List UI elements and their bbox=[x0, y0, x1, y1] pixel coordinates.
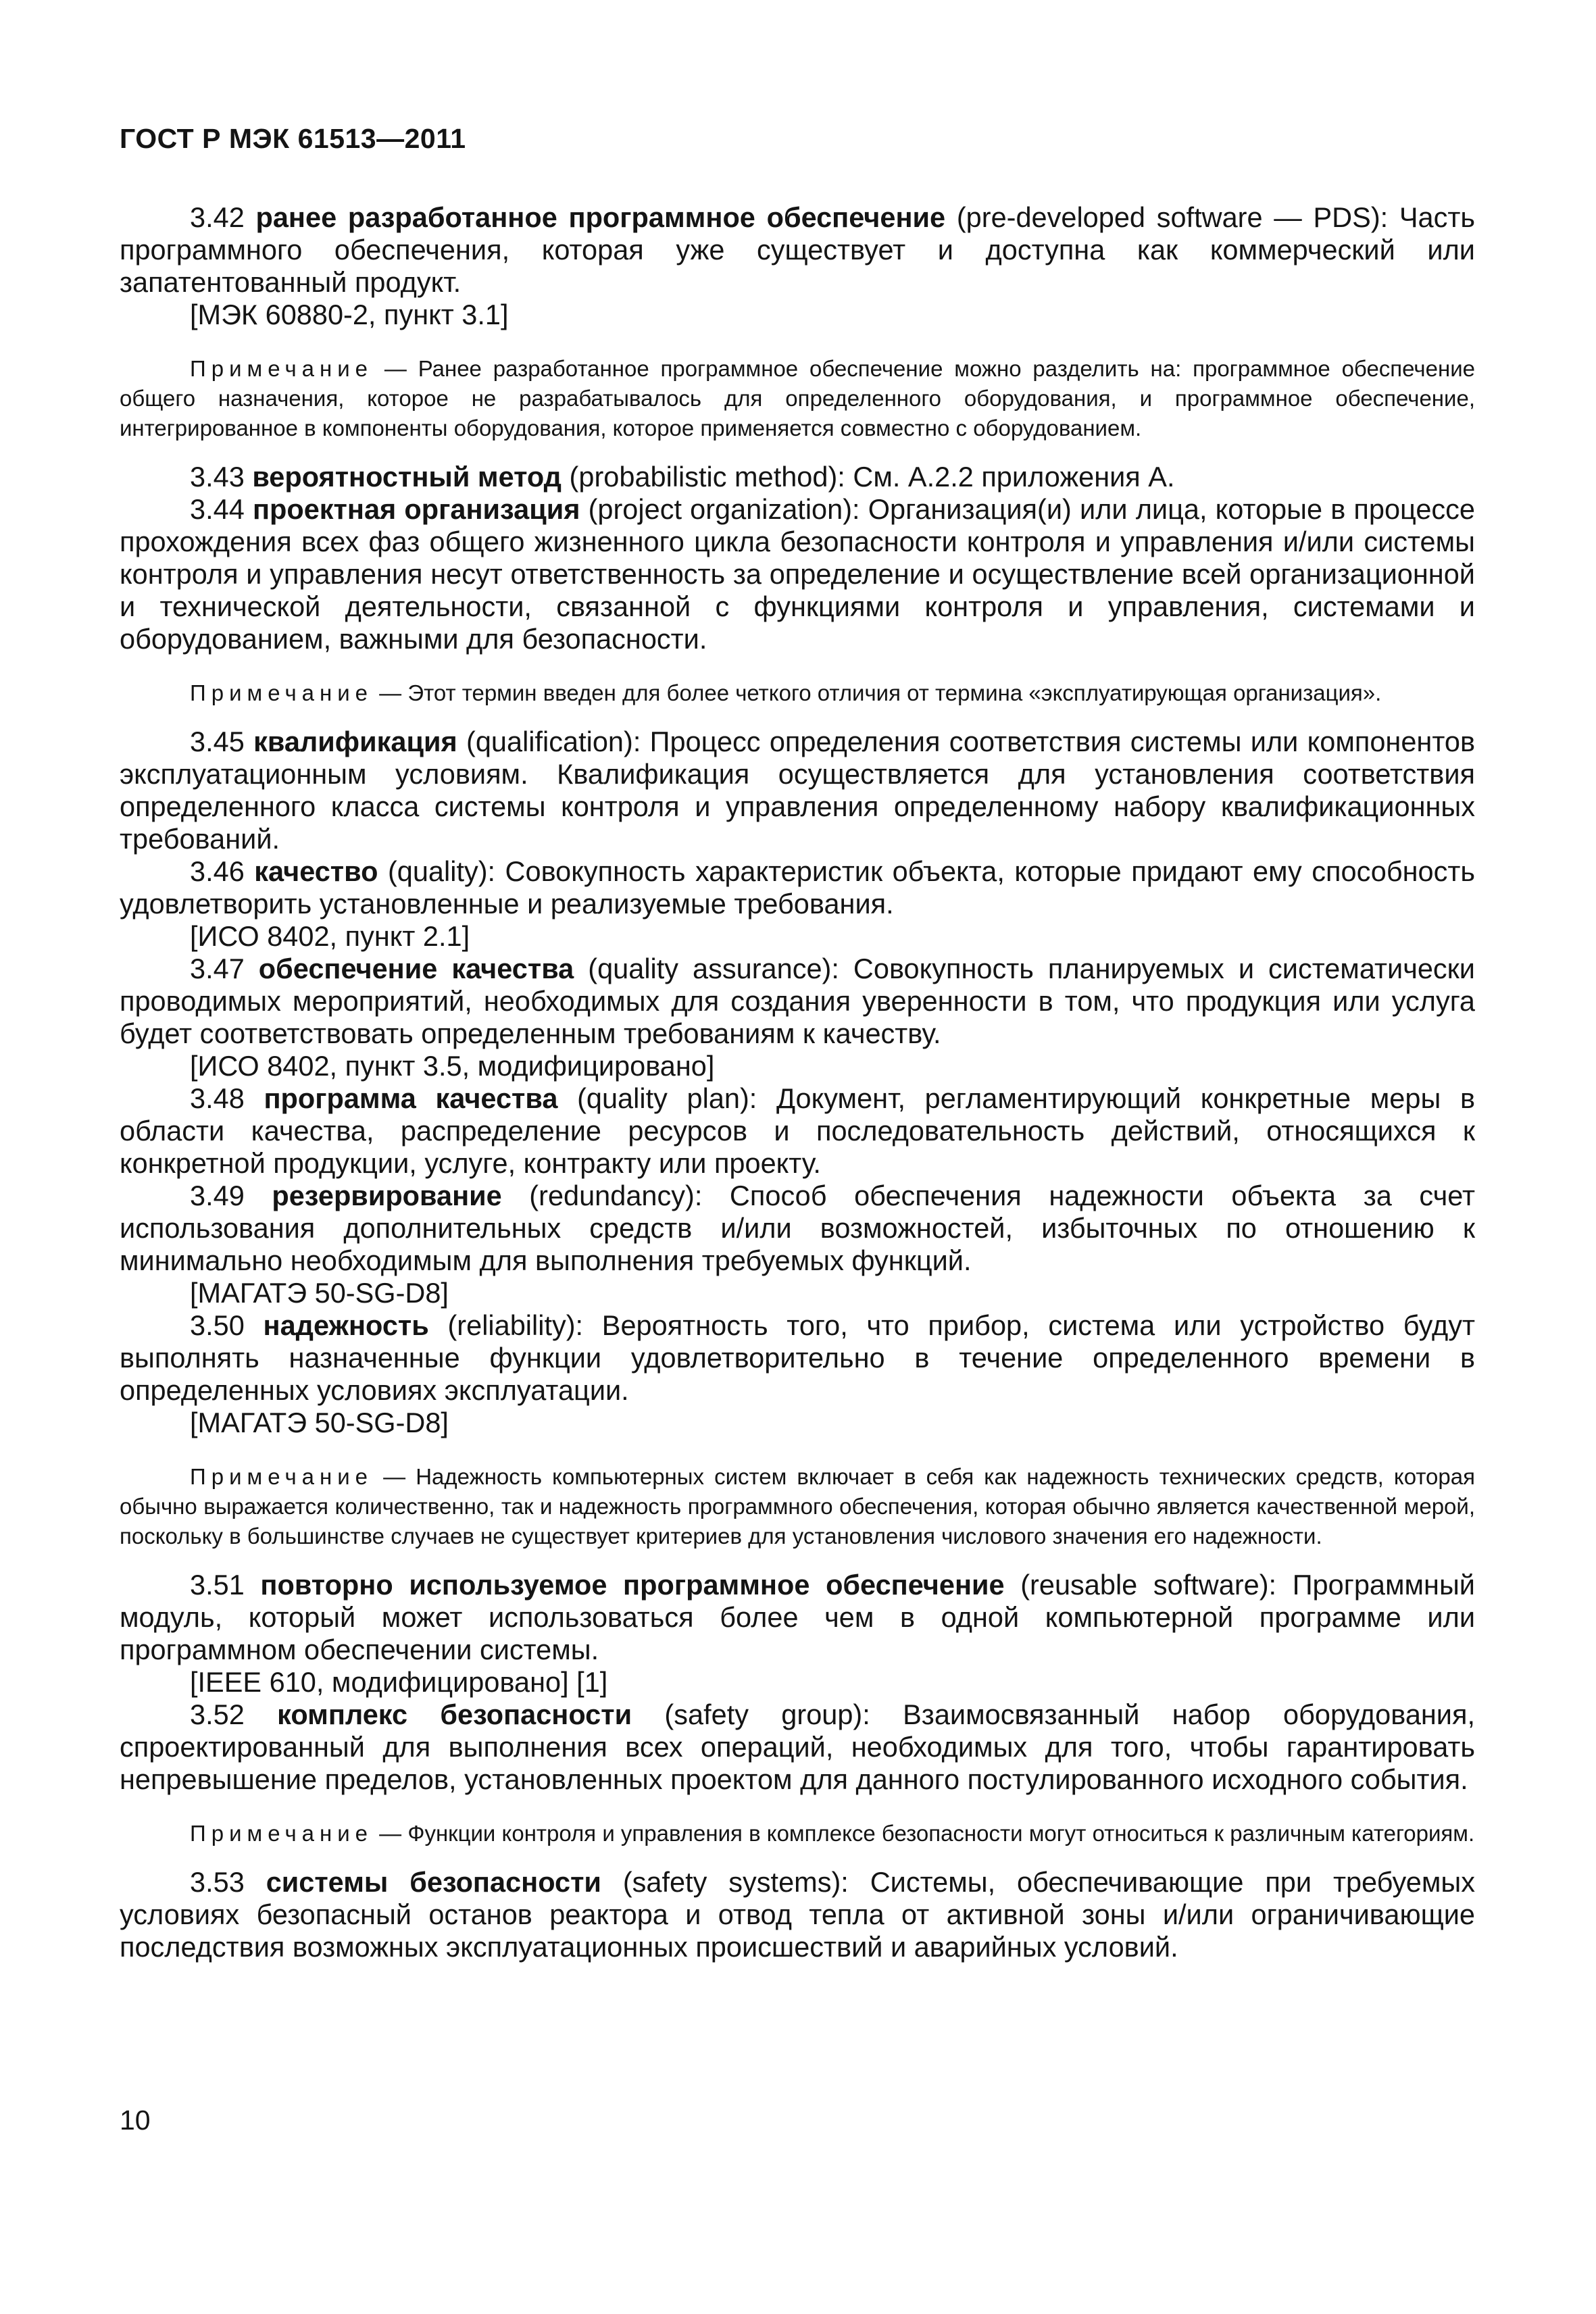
entry-number: 3.44 bbox=[190, 493, 245, 525]
entry-number: 3.45 bbox=[190, 726, 245, 757]
term-entry-3-46 bbox=[120, 855, 1475, 920]
note-text: — Этот термин введен для более четкого отличия от термина «эксплуатирующая организация». bbox=[373, 680, 1382, 705]
note-3-52 bbox=[120, 1819, 1475, 1848]
entry-term: системы безопасности bbox=[266, 1866, 601, 1898]
entry-reference: [ИСО 8402, пункт 2.1] bbox=[190, 920, 470, 952]
note-label: Примечание bbox=[190, 680, 374, 705]
term-entry-3-42 bbox=[120, 201, 1475, 299]
entry-number: 3.47 bbox=[190, 953, 245, 984]
document-header: ГОСТ Р МЭК 61513—2011 bbox=[120, 123, 466, 154]
entry-number: 3.52 bbox=[190, 1699, 245, 1730]
term-entry-3-49 bbox=[120, 1180, 1475, 1277]
term-entry-3-52 bbox=[120, 1699, 1475, 1796]
entry-definition: (probabilistic method): См. А.2.2 приложения А. bbox=[562, 461, 1175, 493]
entry-reference: [МЭК 60880-2, пункт 3.1] bbox=[190, 299, 509, 330]
entry-term: ранее разработанное программное обеспечение bbox=[255, 201, 946, 233]
entry-definition: (project organization): Организация(и) или лица, которые в процессе прохождения всех фаз общего жизненного цикла безопасности контроля и управления и/или системы контроля и управления несут ответственность за определение и осуществление всей организационной и технической деятельности, связанной с функциями контроля и управления, системами и оборудованием, важными для безопасности. bbox=[120, 493, 1475, 655]
entry-definition: (quality assurance): Совокупность планируемых и систематически проводимых мероприятий, необходимых для создания уверенности в том, что продукция или услуга будет соответствовать определенным требованиям к качеству. bbox=[120, 953, 1475, 1049]
entry-number: 3.51 bbox=[190, 1569, 245, 1601]
entry-reference: [МАГАТЭ 50-SG-D8] bbox=[190, 1407, 449, 1438]
entry-definition: (qualification): Процесс определения соответствия системы или компонентов эксплуатационным условиям. Квалификация осуществляется для установления соответствия определенного класса системы контроля и управления определенному набору квалификационных требований. bbox=[120, 726, 1475, 855]
note-label: Примечание bbox=[190, 1821, 374, 1846]
entry-reference: [ИСО 8402, пункт 3.5, модифицировано] bbox=[190, 1050, 715, 1082]
entry-number: 3.49 bbox=[190, 1180, 245, 1211]
entry-term: надежность bbox=[263, 1309, 429, 1341]
entry-reference: [МАГАТЭ 50-SG-D8] bbox=[190, 1277, 449, 1309]
note-label: Примечание bbox=[190, 1464, 374, 1489]
note-3-50 bbox=[120, 1462, 1475, 1551]
term-entry-3-44 bbox=[120, 493, 1475, 655]
entry-term: программа качества bbox=[264, 1082, 558, 1114]
entry-term: вероятностный метод bbox=[252, 461, 562, 493]
entry-number: 3.46 bbox=[190, 855, 245, 887]
page-number: 10 bbox=[120, 2105, 151, 2136]
entry-term: квалификация bbox=[253, 726, 457, 757]
entry-term: проектная организация bbox=[252, 493, 580, 525]
entry-definition: (redundancy): Способ обеспечения надежности объекта за счет использования дополнительных средств и/или возможностей, избыточных по отношению к минимально необходимым для выполнения требуемых функций. bbox=[120, 1180, 1476, 1276]
note-text: — Надежность компьютерных систем включает в себя как надежность технических средств, которая обычно выражается количественно, так и надежность программного обеспечения, которая обычно является качественной мерой, поскольку в большинстве случаев не существует критериев для установления числового значения его надежности. bbox=[120, 1464, 1475, 1549]
entry-reference: [IEEE 610, модифицировано] [1] bbox=[190, 1666, 608, 1698]
note-3-44 bbox=[120, 678, 1475, 708]
entry-definition: (safety group): Взаимосвязанный набор оборудования, спроектированный для выполнения всех операций, необходимых для того, чтобы гарантировать непревышение пределов, установленных проектом для данного постулированного исходного события. bbox=[120, 1699, 1475, 1795]
term-entry-3-47 bbox=[120, 953, 1475, 1050]
entry-number: 3.42 bbox=[190, 201, 245, 233]
entry-definition: (pre-developed software — PDS): Часть программного обеспечения, которая уже существует и доступна как коммерческий или запатентованный продукт. bbox=[120, 201, 1476, 298]
note-text: — Ранее разработанное программное обеспечение можно разделить на: программное обеспечение общего назначения, которое не разрабатывалось для определенного оборудования, и программное обеспечение, интегрированное в компоненты оборудования, которое применяется совместно с оборудованием. bbox=[120, 356, 1475, 441]
term-entry-3-45 bbox=[120, 726, 1475, 855]
entry-term: качество bbox=[254, 855, 378, 887]
note-3-42 bbox=[120, 354, 1475, 443]
entry-number: 3.50 bbox=[190, 1309, 245, 1341]
entry-definition: (reliability): Вероятность того, что прибор, система или устройство будут выполнять назначенные функции удовлетворительно в течение определенного времени в определенных условиях эксплуатации. bbox=[120, 1309, 1476, 1406]
term-entry-3-50 bbox=[120, 1309, 1475, 1407]
note-label: Примечание bbox=[190, 356, 374, 381]
entry-term: комплекс безопасности bbox=[277, 1699, 632, 1730]
term-entry-3-43 bbox=[120, 461, 1475, 493]
term-entry-3-53 bbox=[120, 1866, 1475, 1963]
entry-number: 3.43 bbox=[190, 461, 245, 493]
term-entry-3-48 bbox=[120, 1082, 1475, 1180]
term-entry-3-51 bbox=[120, 1569, 1475, 1666]
entry-definition: (safety systems): Системы, обеспечивающие при требуемых условиях безопасный останов реактора и отвод тепла от активной зоны и/или ограничивающие последствия возможных эксплуатационных происшествий и аварийных условий. bbox=[120, 1866, 1475, 1963]
document-body bbox=[120, 201, 1475, 1963]
entry-number: 3.48 bbox=[190, 1082, 245, 1114]
note-text: — Функции контроля и управления в комплексе безопасности могут относиться к различным категориям. bbox=[373, 1821, 1475, 1846]
entry-term: обеспечение качества bbox=[258, 953, 574, 984]
entry-definition: (quality): Совокупность характеристик объекта, которые придают ему способность удовлетворить установленные и реализуемые требования. bbox=[120, 855, 1476, 920]
entry-number: 3.53 bbox=[190, 1866, 245, 1898]
entry-term: резервирование bbox=[272, 1180, 502, 1211]
entry-definition: (reusable software): Программный модуль, который может использоваться более чем в одной компьютерной программе или программном обеспечении системы. bbox=[120, 1569, 1475, 1665]
entry-term: повторно используемое программное обеспечение bbox=[260, 1569, 1005, 1601]
entry-definition: (quality plan): Документ, регламентирующий конкретные меры в области качества, распределение ресурсов и последовательность действий, относящихся к конкретной продукции, услуге, контракту или проекту. bbox=[120, 1082, 1476, 1179]
